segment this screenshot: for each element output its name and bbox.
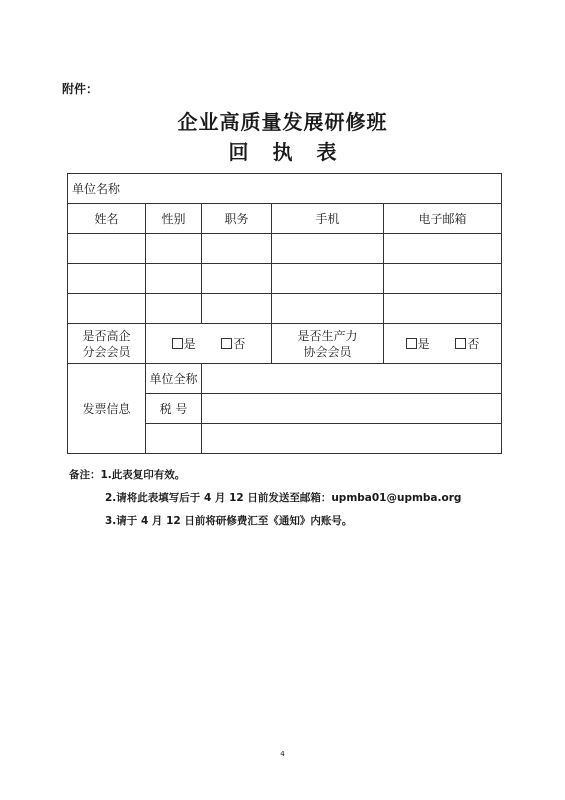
column-header-name: 姓名 <box>68 204 146 234</box>
membership-question-productivity-line2: 协会会员 <box>303 344 352 359</box>
attendee-row <box>68 294 502 324</box>
attendee-name-cell[interactable] <box>68 294 146 324</box>
yes-label: 是 <box>417 336 430 351</box>
note-line-1: 备注：1.此表复印有效。 <box>69 469 186 481</box>
attendee-row <box>68 264 502 294</box>
membership-row <box>68 324 502 364</box>
attendee-gender-cell[interactable] <box>146 294 202 324</box>
attendee-email-cell[interactable] <box>384 234 502 264</box>
invoice-company-field[interactable] <box>202 364 502 394</box>
invoice-company-row <box>68 364 502 394</box>
unit-name-field[interactable] <box>146 174 502 204</box>
attendee-header-row <box>68 204 502 234</box>
no-checkbox-hightech[interactable] <box>221 336 245 352</box>
checkbox-icon <box>455 338 466 349</box>
checkbox-icon <box>172 338 183 349</box>
attendee-position-cell[interactable] <box>202 234 272 264</box>
notes-section <box>69 464 461 533</box>
attendee-name-cell[interactable] <box>68 264 146 294</box>
receipt-form-table <box>67 173 502 454</box>
column-header-email: 电子邮箱 <box>384 204 502 234</box>
membership-options-productivity <box>384 324 502 364</box>
note-line-2: 2.请将此表填写后于 4 月 12 日前发送至邮箱：upmba01@upmba.org <box>105 492 462 504</box>
document-subtitle: 回执表 <box>228 140 361 164</box>
attendee-name-cell[interactable] <box>68 234 146 264</box>
unit-name-row <box>68 174 502 204</box>
attendee-phone-cell[interactable] <box>272 234 384 264</box>
membership-question-productivity-line1: 是否生产力 <box>297 328 358 343</box>
membership-question-hightech-line1: 是否高企 <box>82 328 131 343</box>
attendee-row <box>68 234 502 264</box>
column-header-phone: 手机 <box>272 204 384 234</box>
attendee-gender-cell[interactable] <box>146 234 202 264</box>
note-line-3: 3.请于 4 月 12 日前将研修费汇至《通知》内账号。 <box>105 515 353 527</box>
unit-name-label: 单位名称 <box>68 174 146 204</box>
invoice-tax-field[interactable] <box>202 394 502 424</box>
invoice-company-label: 单位全称 <box>146 364 202 394</box>
attendee-position-cell[interactable] <box>202 264 272 294</box>
invoice-extra-label-cell[interactable] <box>146 424 202 454</box>
checkbox-icon <box>406 338 417 349</box>
attendee-email-cell[interactable] <box>384 294 502 324</box>
yes-label: 是 <box>183 336 196 351</box>
page-number: 4 <box>280 750 285 758</box>
yes-checkbox-hightech[interactable] <box>172 336 196 352</box>
attachment-label: 附件： <box>62 82 99 96</box>
invoice-tax-label: 税 号 <box>146 394 202 424</box>
document-title: 企业高质量发展研修班 <box>177 110 388 134</box>
membership-options-hightech <box>146 324 272 364</box>
attendee-email-cell[interactable] <box>384 264 502 294</box>
yes-checkbox-productivity[interactable] <box>406 336 430 352</box>
membership-question-productivity <box>272 324 384 364</box>
no-label: 否 <box>467 336 480 351</box>
membership-question-hightech <box>68 324 146 364</box>
checkbox-icon <box>221 338 232 349</box>
no-label: 否 <box>233 336 246 351</box>
invoice-extra-field[interactable] <box>202 424 502 454</box>
column-header-gender: 性别 <box>146 204 202 234</box>
attendee-position-cell[interactable] <box>202 294 272 324</box>
column-header-position: 职务 <box>202 204 272 234</box>
attendee-phone-cell[interactable] <box>272 294 384 324</box>
attendee-phone-cell[interactable] <box>272 264 384 294</box>
membership-question-hightech-line2: 分会会员 <box>82 344 131 359</box>
no-checkbox-productivity[interactable] <box>455 336 479 352</box>
invoice-info-label: 发票信息 <box>68 364 146 454</box>
attendee-gender-cell[interactable] <box>146 264 202 294</box>
